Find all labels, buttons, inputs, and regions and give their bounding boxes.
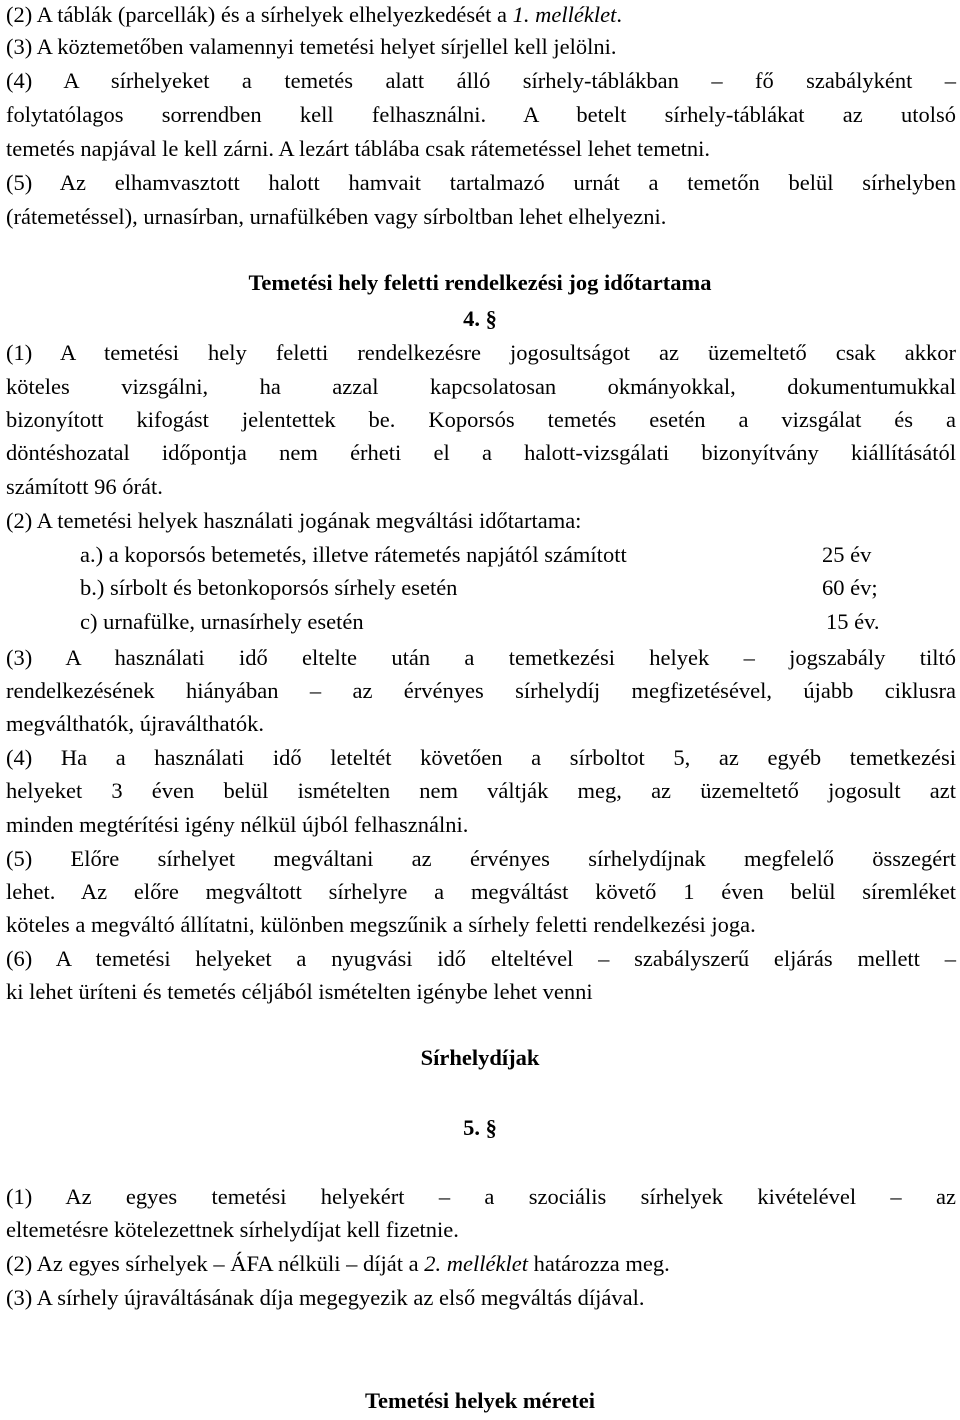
paragraph-4-4-line: helyeket 3 éven belül ismételten nem váltják meg, az üzemeltető jogosult azt	[6, 778, 956, 803]
paragraph-4-1-line: bizonyított kifogást jelentettek be. Koporsós temetés esetén a vizsgálat és a	[6, 407, 956, 432]
paragraph-4-1-line: döntéshozatal időpontja nem érheti el a halott-vizsgálati bizonyítvány kiállításától	[6, 440, 956, 465]
paragraph-3-5-line: (5) Az elhamvasztott halott hamvait tartalmazó urnát a temetőn belül sírhelyben	[6, 170, 956, 195]
paragraph-4-1-line: (1) A temetési hely feletti rendelkezésre jogosultságot az üzemeltető csak akkor	[6, 340, 956, 365]
paragraph-3-4-line: folytatólagos sorrendben kell felhasználni. A betelt sírhely-táblákat az utolsó	[6, 102, 956, 127]
text: .	[616, 2, 622, 27]
section-5-number: 5. §	[463, 1115, 497, 1140]
annex-reference: 1. melléklet	[512, 2, 617, 27]
paragraph-3-4-line: temetés napjával le kell zárni. A lezárt táblába csak rátemetéssel lehet temetni.	[6, 136, 711, 161]
paragraph-5-1-line: eltemetésre kötelezettnek sírhelydíjat kell fizetnie.	[6, 1217, 459, 1242]
duration-label: c) urnafülke, urnasírhely esetén	[80, 609, 364, 634]
text: (2) Az egyes sírhelyek – ÁFA nélküli – díját a	[6, 1251, 425, 1276]
paragraph-4-3-line: megválthatók, újraválthatók.	[6, 711, 265, 736]
paragraph-4-2-intro: (2) A temetési helyek használati jogának megváltási időtartama:	[6, 508, 582, 533]
paragraph-3-3: (3) A köztemetőben valamennyi temetési helyet sírjellel kell jelölni.	[6, 34, 617, 59]
paragraph-5-1-line: (1) Az egyes temetési helyekért – a szociális sírhelyek kivételével – az	[6, 1184, 956, 1209]
paragraph-4-6-line: (6) A temetési helyeket a nyugvási idő elteltével – szabályszerű eljárás mellett –	[6, 946, 956, 971]
paragraph-4-1-line: számított 96 órát.	[6, 474, 163, 499]
paragraph-4-1-line: köteles vizsgálni, ha azzal kapcsolatosan okmányokkal, dokumentumukkal	[6, 374, 956, 399]
paragraph-5-2	[6, 1249, 956, 1279]
duration-label: a.) a koporsós betemetés, illetve rátemetés napjától számított	[80, 542, 627, 567]
paragraph-4-5-line: köteles a megváltó állítatni, különben megszűnik a sírhely feletti rendelkezési joga.	[6, 912, 756, 937]
paragraph-4-5-line: (5) Előre sírhelyet megváltani az érvényes sírhelydíjnak megfelelő összegért	[6, 846, 956, 871]
annex-reference: 2. melléklet	[424, 1251, 528, 1276]
duration-value: 25 év	[822, 542, 872, 567]
duration-value: 60 év;	[822, 575, 878, 600]
section-4-heading: Temetési hely feletti rendelkezési jog időtartama	[248, 270, 712, 295]
text: (2) A táblák (parcellák) és a sírhelyek elhelyezkedését a	[6, 2, 513, 27]
paragraph-3-2	[6, 0, 956, 30]
duration-value: 15 év.	[826, 609, 880, 634]
paragraph-4-4-line: minden megtérítési igény nélkül újból felhasználni.	[6, 812, 469, 837]
paragraph-4-3-line: rendelkezésének hiányában – az érvényes sírhelydíj megfizetésével, újabb ciklusra	[6, 678, 956, 703]
text: határozza meg.	[527, 1251, 670, 1276]
duration-label: b.) sírbolt és betonkoporsós sírhely esetén	[80, 575, 458, 600]
paragraph-3-5-line: (rátemetéssel), urnasírban, urnafülkében vagy sírboltban lehet elhelyezni.	[6, 204, 667, 229]
paragraph-5-3: (3) A sírhely újraváltásának díja megegyezik az első megváltás díjával.	[6, 1285, 645, 1310]
paragraph-4-5-line: lehet. Az előre megváltott sírhelyre a megváltást követő 1 éven belül síremléket	[6, 879, 956, 904]
paragraph-4-3-line: (3) A használati idő eltelte után a temetkezési helyek – jogszabály tiltó	[6, 645, 956, 670]
section-4-number: 4. §	[463, 306, 497, 331]
section-6-heading: Temetési helyek méretei	[365, 1388, 595, 1413]
section-5-heading: Sírhelydíjak	[420, 1045, 540, 1070]
paragraph-4-6-line: ki lehet üríteni és temetés céljából ismételten igénybe lehet venni	[6, 979, 593, 1004]
paragraph-4-4-line: (4) Ha a használati idő leteltét követően a sírboltot 5, az egyéb temetkezési	[6, 745, 956, 770]
paragraph-3-4-line: (4) A sírhelyeket a temetés alatt álló sírhely-táblákban – fő szabályként –	[6, 68, 956, 93]
